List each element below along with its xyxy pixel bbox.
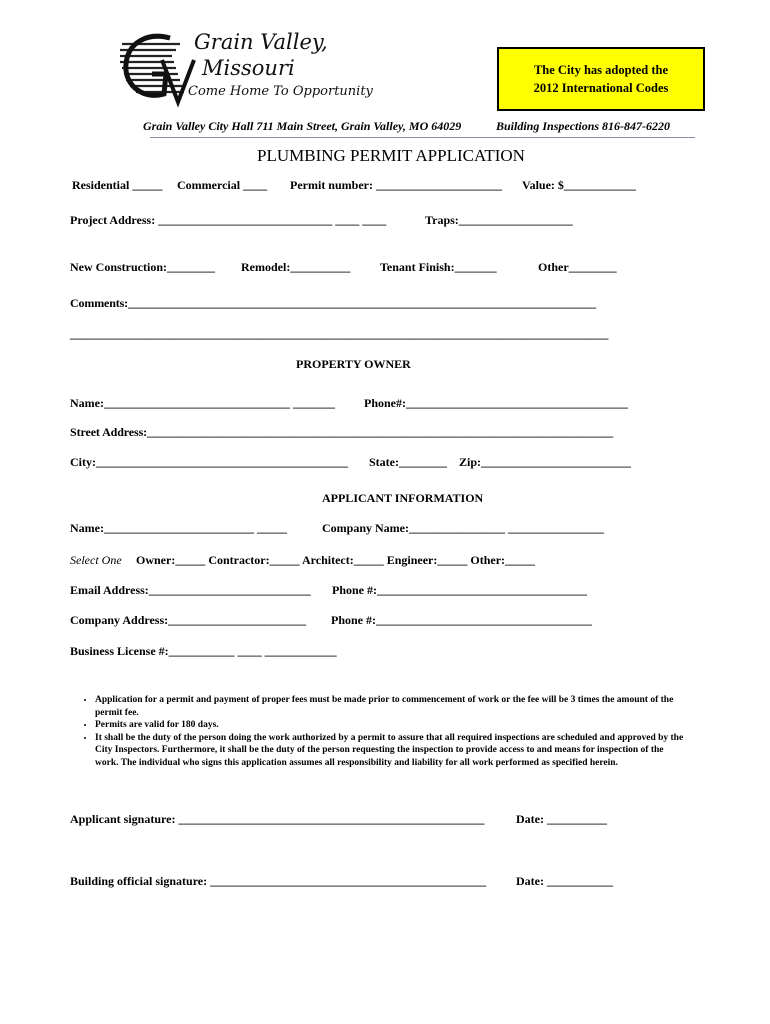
condition-item: • Application for a permit and payment of proper fees must be made prior to commencement of work or the fee will be 3 times the amount of the permit fee. <box>95 694 685 719</box>
condition-item: • It shall be the duty of the person doing the work authorized by a permit to assure that all required inspections are scheduled and approved by the City Inspectors. Furthermore, it shall be the duty of the person requesting the inspection to provide access to and means for inspection of the work. The individual who signs this application assumes all responsibility and liability for all work performed as specified herein. <box>95 732 685 770</box>
inspections-phone: Building Inspections 816-847-6220 <box>496 119 671 133</box>
notice-line2: 2012 International Codes <box>533 81 669 95</box>
value-field[interactable]: Value: $____________ <box>522 178 636 192</box>
applicant-name-field[interactable]: Name:_________________________ _____ <box>70 521 287 535</box>
new-construction-field[interactable]: New Construction:________ <box>70 260 215 274</box>
company-name-field[interactable]: Company Name:________________ ________________ <box>322 521 604 535</box>
comments-field[interactable]: Comments:________________________________________________________________________________ <box>70 296 596 310</box>
email-address-field[interactable]: Email Address:___________________________ <box>70 583 311 597</box>
form-title: PLUMBING PERMIT APPLICATION <box>257 146 525 165</box>
owner-street-field[interactable]: Street Address:_______________________________________________________________________________ <box>70 425 614 439</box>
city-logo <box>118 30 373 108</box>
logo-name-line2: Missouri <box>202 56 295 80</box>
owner-city-field[interactable]: City:__________________________________________ <box>70 455 348 469</box>
logo-tagline: Come Home To Opportunity <box>188 84 373 99</box>
residential-field[interactable]: Residential _____ <box>72 178 163 192</box>
owner-state-field[interactable]: State:________ <box>369 455 447 469</box>
applicant-signature-field[interactable]: Applicant signature: ___________________________________________________ <box>70 812 485 826</box>
company-address-field[interactable]: Company Address:_______________________ <box>70 613 307 627</box>
permit-number-field[interactable]: Permit number: _____________________ <box>290 178 502 192</box>
remodel-field[interactable]: Remodel:__________ <box>241 260 351 274</box>
applicant-date-field[interactable]: Date: __________ <box>516 812 607 826</box>
company-phone-field[interactable]: Phone #:____________________________________ <box>331 613 592 627</box>
comments-field-line2[interactable]: ____________________________________________________________________________________________ <box>70 327 609 341</box>
applicant-info-heading: APPLICANT INFORMATION <box>322 491 484 505</box>
tenant-finish-field[interactable]: Tenant Finish:_______ <box>380 260 497 274</box>
official-signature-field[interactable]: Building official signature: ______________________________________________ <box>70 874 487 888</box>
conditions-list <box>70 694 685 769</box>
logo-name-line1: Grain Valley, <box>194 30 328 54</box>
property-owner-heading: PROPERTY OWNER <box>296 357 411 371</box>
code-adoption-notice <box>497 47 705 111</box>
condition-item: • Permits are valid for 180 days. <box>95 719 685 732</box>
notice-line1: The City has adopted the <box>533 63 669 77</box>
select-one-label: Select One <box>70 553 122 567</box>
header-divider <box>150 137 695 138</box>
role-options[interactable]: Owner:_____ Contractor:_____ Architect:_____ Engineer:_____ Other:_____ <box>136 553 536 567</box>
other-field[interactable]: Other________ <box>538 260 617 274</box>
business-license-field[interactable]: Business License #:___________ ____ ____________ <box>70 644 337 658</box>
owner-name-field[interactable]: Name:_______________________________ _______ <box>70 396 335 410</box>
gv-monogram-icon <box>118 30 198 108</box>
owner-zip-field[interactable]: Zip:_________________________ <box>459 455 632 469</box>
owner-phone-field[interactable]: Phone#:_____________________________________ <box>364 396 628 410</box>
traps-field[interactable]: Traps:___________________ <box>425 213 573 227</box>
project-address-field[interactable]: Project Address: _____________________________ ____ ____ <box>70 213 387 227</box>
commercial-field[interactable]: Commercial ____ <box>177 178 268 192</box>
city-hall-address: Grain Valley City Hall 711 Main Street, Grain Valley, MO 64029 <box>143 119 462 133</box>
official-date-field[interactable]: Date: ___________ <box>516 874 613 888</box>
email-phone-field[interactable]: Phone #:___________________________________ <box>332 583 587 597</box>
